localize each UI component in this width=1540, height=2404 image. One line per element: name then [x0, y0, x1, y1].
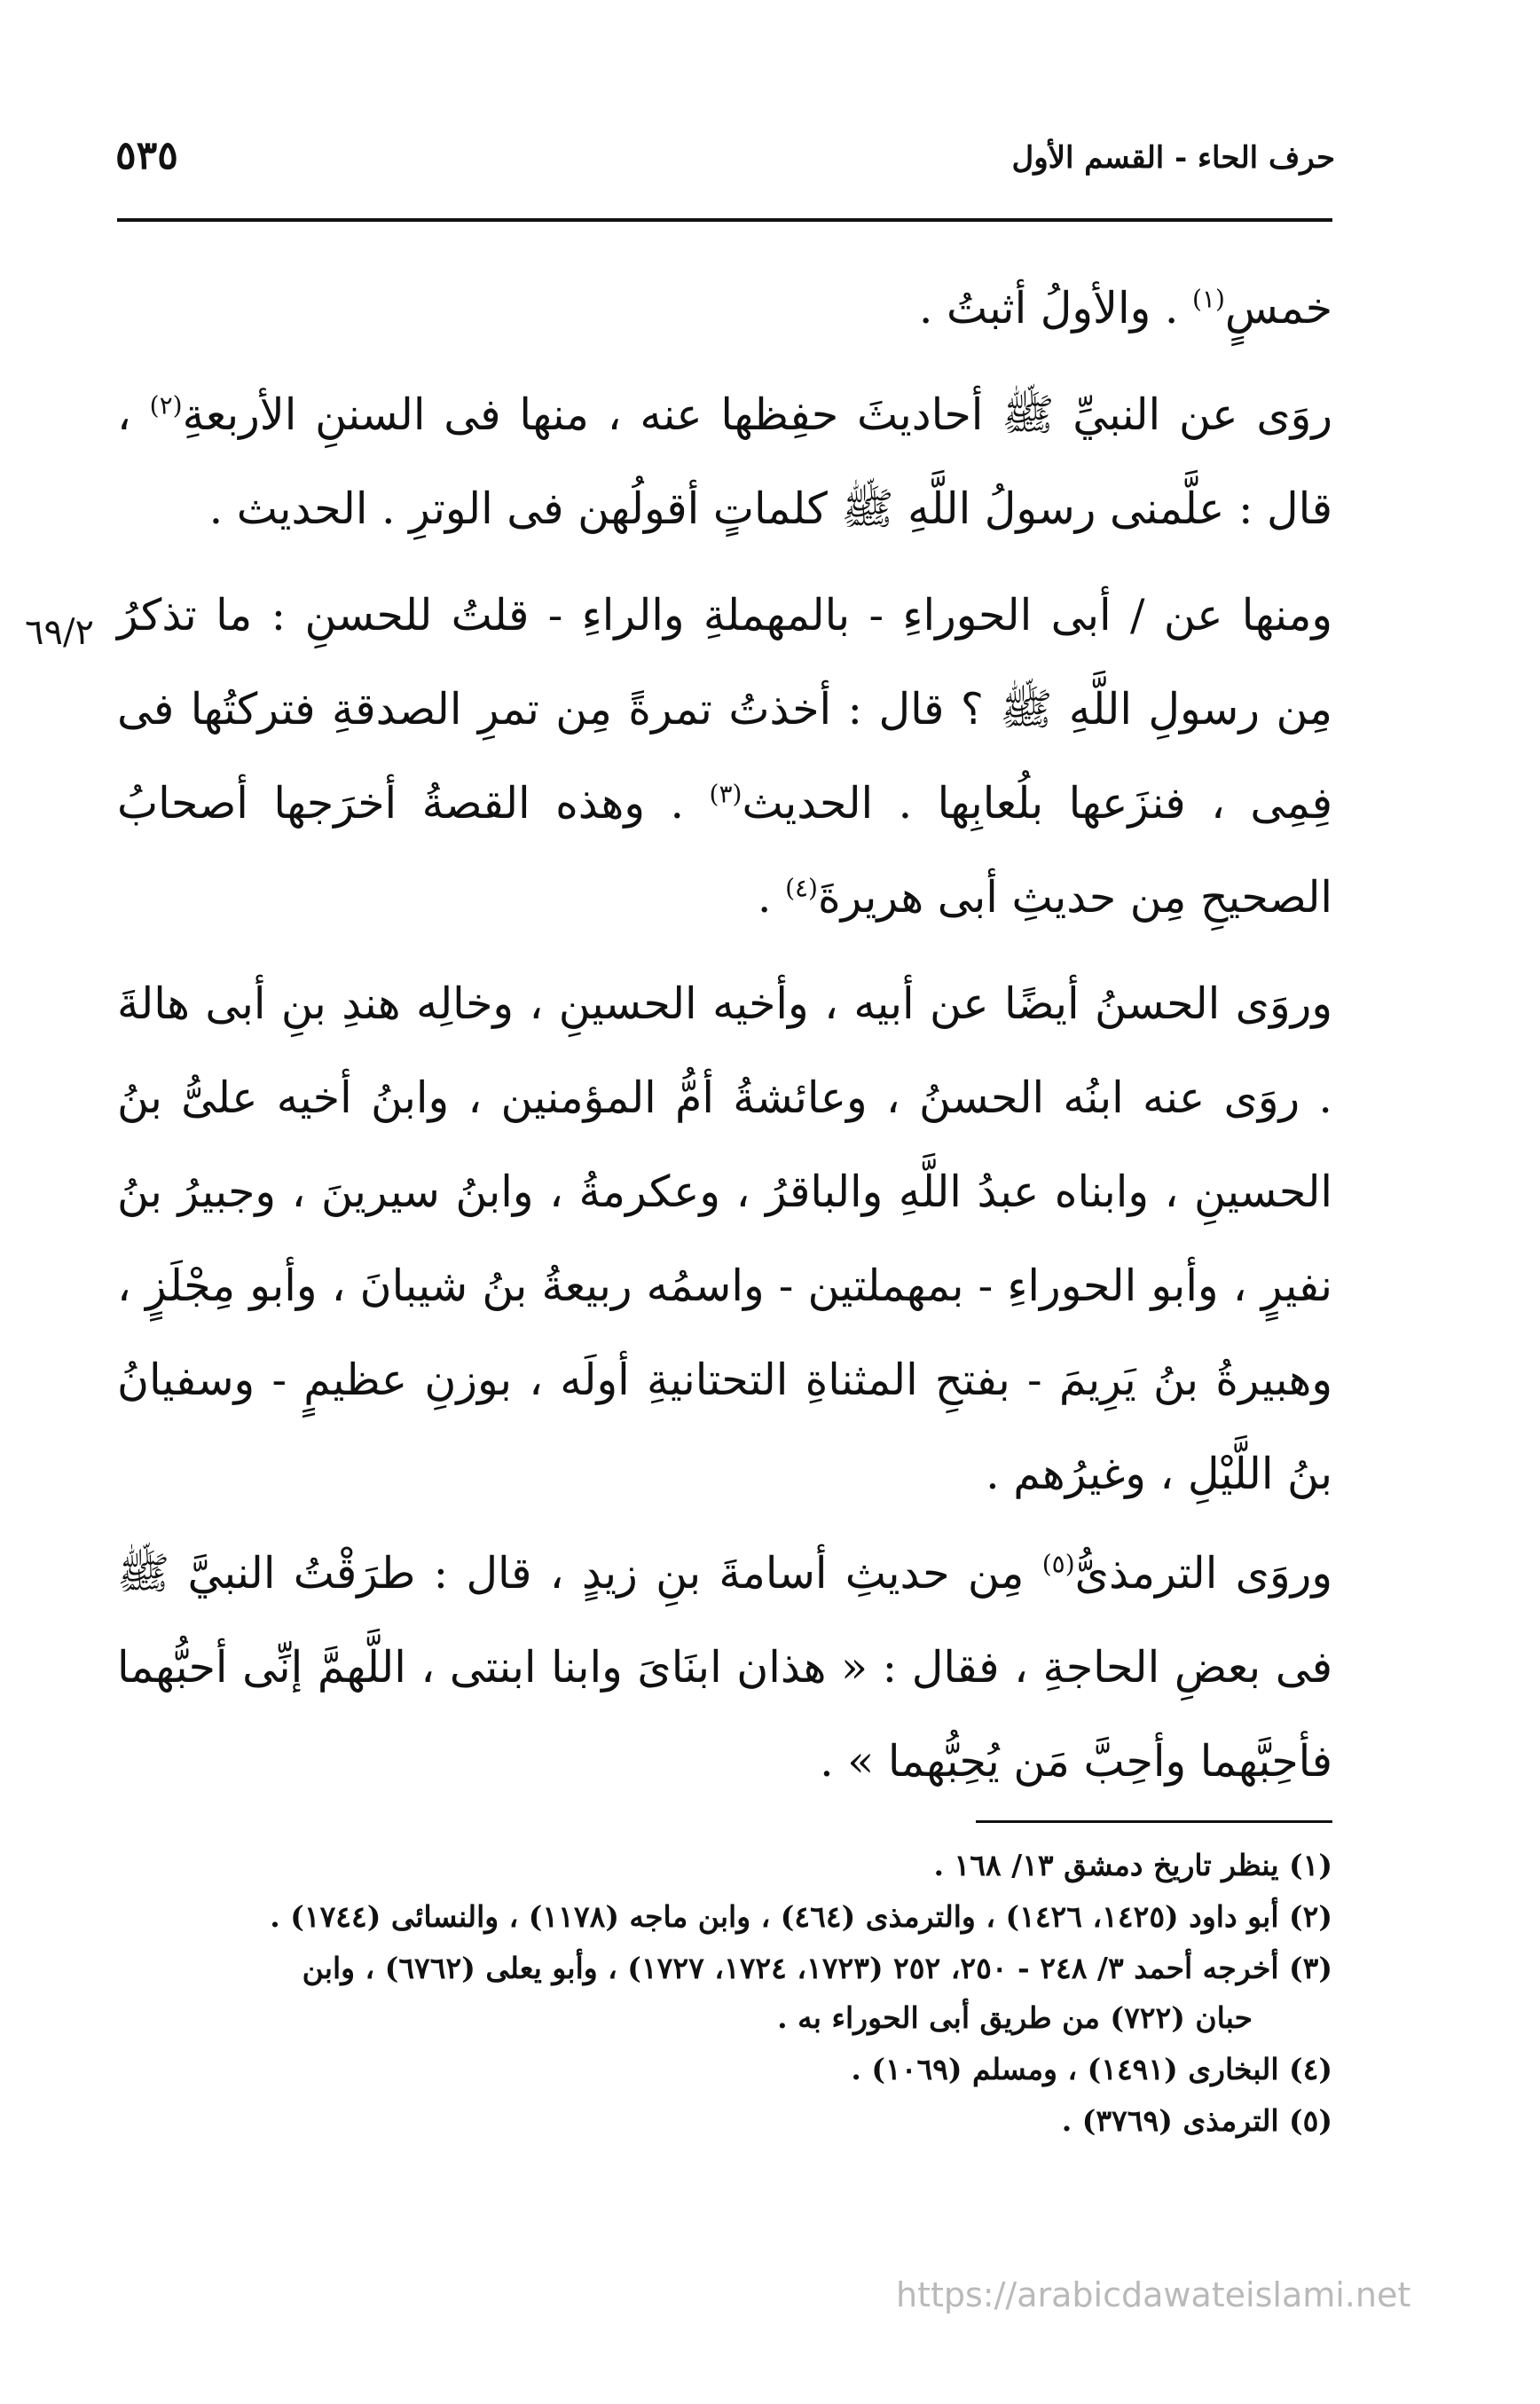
paragraph-text: ، قال : علَّمنى رسولُ اللَّهِ ﷺ كلماتٍ أقولُهن فى الوترِ . الحديث .	[117, 389, 1332, 534]
footnote-marker: (٢)	[149, 390, 183, 420]
paragraph-2	[117, 368, 1332, 556]
paragraph-5	[117, 1527, 1332, 1809]
footnotes	[117, 1841, 1332, 2148]
footnote-5: (٥) الترمذى (٣٧٦٩) .	[1061, 2103, 1332, 2138]
main-text	[117, 262, 1332, 1814]
paragraph-3	[117, 569, 1332, 945]
paragraph-1	[117, 262, 1332, 356]
page-number: ٥٣٥	[115, 133, 178, 178]
footnote-marker: (١)	[1191, 284, 1225, 314]
watermark-url: https://arabicdawateislami.net	[896, 2275, 1411, 2314]
paragraph-4	[117, 957, 1332, 1521]
paragraph-text: . والأولُ أثبتُ .	[918, 283, 1179, 334]
header-title: حرف الحاء - القسم الأول	[1011, 140, 1335, 176]
paragraph-text: ومنها عن / أبى الحوراءِ - بالمهملةِ والراءِ - قلتُ للحسنِ : ما تذكرُ مِن رسولِ اللَّهِ ﷺ ؟ قال : أخذتُ تمرةً مِن تمرِ الصدقةِ فتركتُها فى فِمِى ، فنزَعها بلُعابِها . الحديث	[117, 590, 1332, 829]
footnote-continuation: حبان (٧٢٢) من طريق أبى الحوراء به .	[777, 2000, 1253, 2035]
paragraph-text: مِن حديثِ أسامةَ بنِ زيدٍ ، قال : طرَقْتُ النبيَّ ﷺ فى بعضِ الحاجةِ ، فقال : « هذان ابنَاىَ وابنا ابنتى ، اللَّهمَّ إنِّى أحبُّهما فأحِبَّهما وأحِبَّ مَن يُحِبُّهما » .	[117, 1548, 1332, 1787]
paragraph-text: وروَى الحسنُ أيضًا عن أبيه ، وأخيه الحسينِ ، وخالِه هندِ بنِ أبى هالةَ . روَى عنه ابنُه الحسنُ ، وعائشةُ أمُّ المؤمنين ، وابنُ أخيه علىُّ بنُ الحسينِ ، وابناه عبدُ اللَّهِ والباقرُ ، وعكرمةُ ، وابنُ سيرينَ ، وجبيرُ بنُ نفيرٍ ، وأبو الحوراءِ - بمهملتين - واسمُه ربيعةُ بنُ شيبانَ ، وأبو مِجْلَزٍ ، وهبيرةُ بنُ يَرِيمَ - بفتحِ المثناةِ التحتانيةِ أولَه ، بوزنِ عظيمٍ - وسفيانُ بنُ اللَّيْلِ ، وغيرُهم .	[117, 978, 1332, 1499]
running-header	[115, 133, 1335, 195]
margin-page-reference: ٦٩/٢	[25, 612, 94, 653]
paragraph-text: وروَى الترمذىُّ	[1074, 1548, 1332, 1599]
footnote-2: (٢) أبو داود (١٤٢٥، ١٤٢٦) ، والترمذى (٤٦٤) ، وابن ماجه (١١٧٨) ، والنسائى (١٧٤٤) .	[270, 1899, 1332, 1934]
header-rule	[117, 218, 1332, 222]
paragraph-text: .	[757, 872, 772, 923]
paragraph-text: خمسٍ	[1224, 283, 1332, 334]
footnote-4: (٤) البخارى (١٤٩١) ، ومسلم (١٠٦٩) .	[851, 2052, 1332, 2086]
paragraph-text: . وهذه القصةُ أخرَجها أصحابُ الصحيحِ مِن حديثِ أبى هريرةَ	[117, 778, 1332, 923]
paragraph-text: روَى عن النبيِّ ﷺ أحاديثَ حفِظها عنه ، منها فى السننِ الأربعةِ	[182, 389, 1332, 440]
footnote-marker: (٤)	[785, 873, 818, 903]
footnote-separator	[976, 1820, 1332, 1823]
footnote-1: (١) ينظر تاريخ دمشق ١٣/ ١٦٨ .	[933, 1848, 1332, 1882]
footnote-marker: (٥)	[1041, 1549, 1075, 1579]
footnote-3	[117, 1944, 1332, 2043]
footnote-text: (٣) أخرجه أحمد ٣/ ٢٤٨ - ٢٥٠، ٢٥٢ (١٧٢٣، ١٧٢٤، ١٧٢٧) ، وأبو يعلى (٦٧٦٢) ، وابن	[302, 1951, 1332, 1985]
footnote-marker: (٣)	[709, 779, 742, 809]
